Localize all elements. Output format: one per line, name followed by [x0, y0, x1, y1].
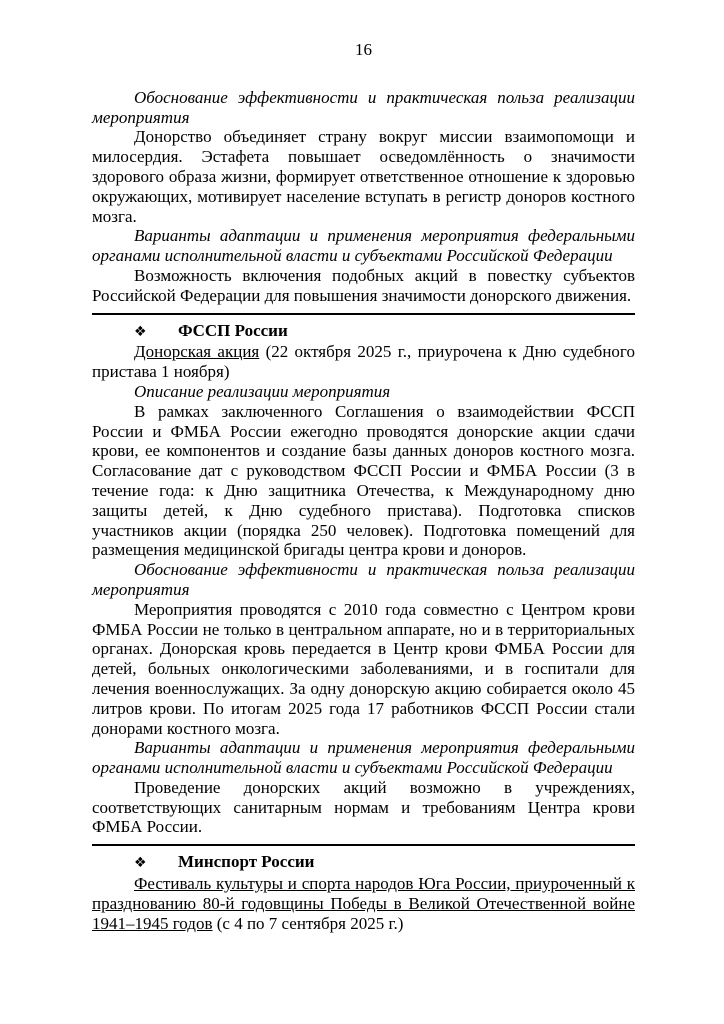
section-heading-label: Минспорт России	[178, 852, 315, 872]
section-heading-label: ФССП России	[178, 320, 288, 340]
event-details: (22 октября 2025 г., приурочена к Дню судебного пристава 1 ноября)	[92, 342, 635, 382]
paragraph-adaptation-heading: Варианты адаптации и применения мероприятия федеральными органами исполнительной власти и субъектами Российской Федерации	[92, 226, 635, 266]
section-heading-fssp	[92, 321, 635, 343]
paragraph-justification-heading: Обоснование эффективности и практическая польза реализации мероприятия	[92, 87, 635, 127]
event-title-line	[92, 874, 635, 933]
section-minsport	[92, 852, 635, 933]
paragraph-body: Донорство объединяет страну вокруг миссии взаимопомощи и милосердия. Эстафета повышает осведомлённость о значимости здорового образа жизни, формирует ответственное отношение к здоровью окружающих, мотивирует население вступать в регистр доноров костного мозга.	[92, 127, 635, 226]
diamond-bullet-icon: ❖	[134, 323, 147, 340]
paragraph-body: Мероприятия проводятся с 2010 года совместно с Центром крови ФМБА России не только в центральном аппарате, но и в территориальных органах. Донорская кровь передается в Центр крови ФМБА России для детей, больных онкологическими заболеваниями, и в госпитали для лечения военнослужащих. За одну донорскую акцию собирается около 45 литров крови. По итогам 2025 года 17 работников ФССП России стали донорами костного мозга.	[92, 599, 635, 738]
paragraph-justification-heading: Обоснование эффективности и практическая польза реализации мероприятия	[92, 560, 635, 599]
paragraph-body: Возможность включения подобных акций в повестку субъектов Российской Федерации для повышения значимости донорского движения.	[92, 265, 635, 305]
paragraph-body: Проведение донорских акций возможно в учреждениях, соответствующих санитарным нормам и требованиям Центра крови ФМБА России.	[92, 777, 635, 837]
section-divider	[92, 313, 635, 315]
page-number: 16	[355, 40, 372, 59]
event-details: (с 4 по 7 сентября 2025 г.)	[212, 913, 404, 933]
paragraph-adaptation-heading: Варианты адаптации и применения мероприятия федеральными органами исполнительной власти и субъектами Российской Федерации	[92, 738, 635, 778]
diamond-bullet-icon: ❖	[134, 855, 147, 872]
section-intro	[92, 88, 635, 306]
section-fssp	[92, 321, 635, 838]
event-title: Донорская акция	[134, 342, 260, 362]
section-heading-minsport	[92, 852, 635, 874]
event-title-line	[92, 342, 635, 382]
paragraph-body: В рамках заключенного Соглашения о взаимодействии ФССП России и ФМБА России ежегодно проводятся донорские акции сдачи крови, ее компонентов и создание базы данных доноров костного мозга. Согласование дат с руководством ФССП России и ФМБА России (3 в течение года: к Дню защитника Отечества, к Международному дню защиты детей, к Дню судебного пристава). Подготовка списков участников акции (порядка 250 человек). Подготовка помещений для размещения медицинской бригады центра крови и доноров.	[92, 401, 635, 560]
paragraph-description-heading: Описание реализации мероприятия	[134, 381, 391, 401]
section-divider	[92, 844, 635, 846]
event-title: Фестиваль культуры и спорта народов Юга России, приуроченный к празднованию 80-й годовщины Победы в Великой Отечественной войне 1941–1945 годов	[92, 874, 635, 933]
